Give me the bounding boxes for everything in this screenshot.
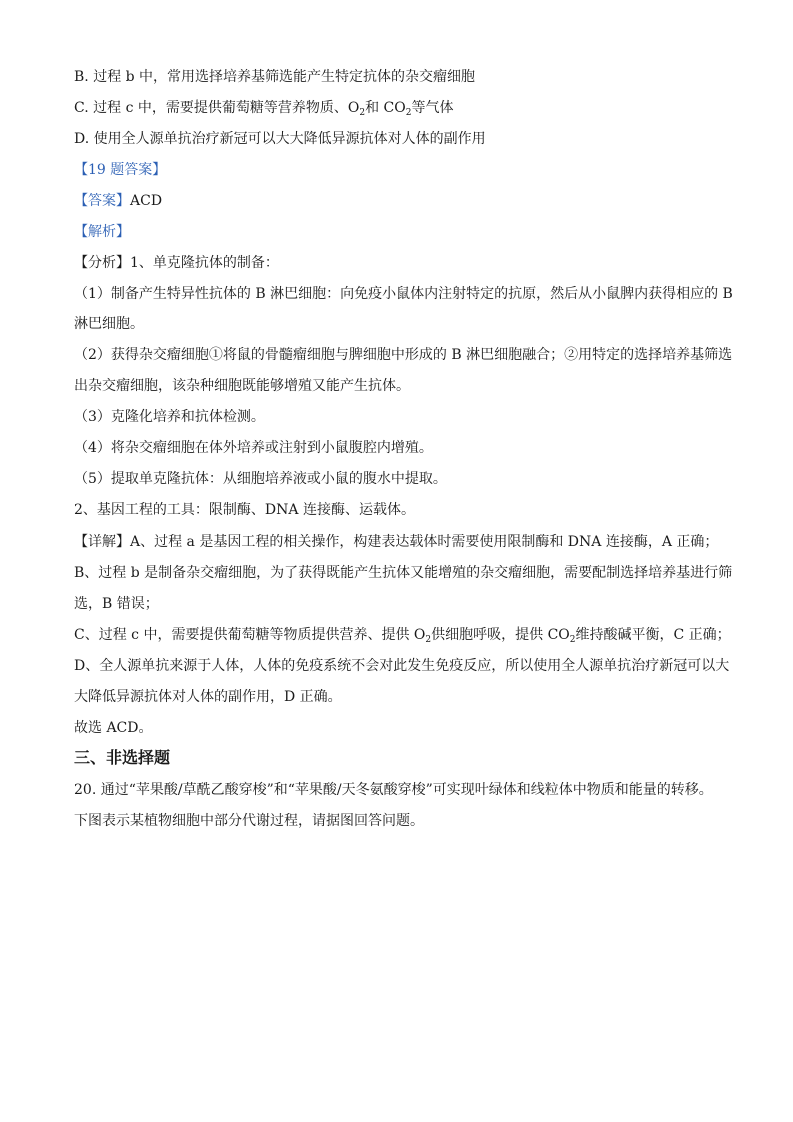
- option-c-text-1: C. 过程 c 中，需要提供葡萄糖等营养物质、O: [74, 100, 360, 116]
- answer-label: 【答案】: [74, 193, 130, 209]
- detail-line-2b: 选，B 错误；: [74, 596, 159, 612]
- option-d: D. 使用全人源单抗治疗新冠可以大大降低异源抗体对人体的副作用: [74, 131, 486, 147]
- answer-value: ACD: [130, 193, 163, 209]
- detail-line-4a: D、全人源单抗来源于人体，人体的免疫系统不会对此发生免疫反应，所以使用全人源单抗治疗新冠可以大: [74, 658, 730, 674]
- answer-tag: 【19 题答案】: [74, 162, 167, 178]
- analysis-line-1: 【分析】1、单克隆抗体的制备：: [74, 255, 279, 271]
- detail-line-3-sub-1: 2: [425, 635, 432, 645]
- detail-line-3-text-2: 供细胞呼吸，提供 CO: [431, 627, 570, 643]
- analysis-line-2b: 淋巴细胞。: [74, 316, 144, 332]
- question-20-line-1: 20. 通过“苹果酸/草酰乙酸穿梭”和“苹果酸/天冬氨酸穿梭”可实现叶绿体和线粒体中物质和能量的转移。: [74, 782, 713, 798]
- analysis-line-4: （3）克隆化培养和抗体检测。: [74, 409, 265, 425]
- analysis-line-3a: （2）获得杂交瘤细胞①将鼠的骨髓瘤细胞与脾细胞中形成的 B 淋巴细胞融合；②用特定的选择培养基筛选: [74, 347, 733, 363]
- option-c-text-3: 等气体: [411, 100, 454, 116]
- detail-line-2a: B、过程 b 是制备杂交瘤细胞，为了获得既能产生抗体又能增殖的杂交瘤细胞，需要配制选择培养基进行筛: [74, 565, 733, 581]
- option-c-sub-2: 2: [405, 108, 412, 118]
- analysis-line-7: 2、基因工程的工具：限制酶、DNA 连接酶、运载体。: [74, 502, 415, 518]
- detail-line-3-sub-2: 2: [569, 635, 576, 645]
- detail-line-1: 【详解】A、过程 a 是基因工程的相关操作，构建表达载体时需要使用限制酶和 DNA 连接酶，A 正确；: [74, 534, 719, 550]
- option-c: [74, 98, 453, 118]
- detail-line-4b: 大降低异源抗体对人体的副作用，D 正确。: [74, 689, 342, 705]
- question-20-line-2: 下图表示某植物细胞中部分代谢过程，请据图回答问题。: [74, 813, 424, 829]
- analysis-line-2a: （1）制备产生特异性抗体的 B 淋巴细胞：向免疫小鼠体内注射特定的抗原，然后从小鼠脾内获得相应的 B: [74, 286, 733, 302]
- analysis-line-5: （4）将杂交瘤细胞在体外培养或注射到小鼠腹腔内增殖。: [74, 440, 433, 456]
- analysis-tag: 【解析】: [74, 224, 130, 240]
- analysis-line-3b: 出杂交瘤细胞，该杂种细胞既能够增殖又能产生抗体。: [74, 378, 410, 394]
- detail-line-5: 故选 ACD。: [74, 720, 153, 736]
- detail-line-3-text-3: 维持酸碱平衡，C 正确；: [575, 627, 731, 643]
- analysis-line-6: （5）提取单克隆抗体：从细胞培养液或小鼠的腹水中提取。: [74, 471, 447, 487]
- answer-line: [74, 191, 162, 211]
- section-heading: 三、非选择题: [74, 748, 171, 767]
- option-c-sub-1: 2: [359, 108, 366, 118]
- detail-line-3-text-1: C、过程 c 中，需要提供葡萄糖等物质提供营养、提供 O: [74, 627, 426, 643]
- option-c-text-2: 和 CO: [365, 100, 406, 116]
- option-b: B. 过程 b 中，常用选择培养基筛选能产生特定抗体的杂交瘤细胞: [74, 69, 476, 85]
- detail-line-3: [74, 625, 731, 645]
